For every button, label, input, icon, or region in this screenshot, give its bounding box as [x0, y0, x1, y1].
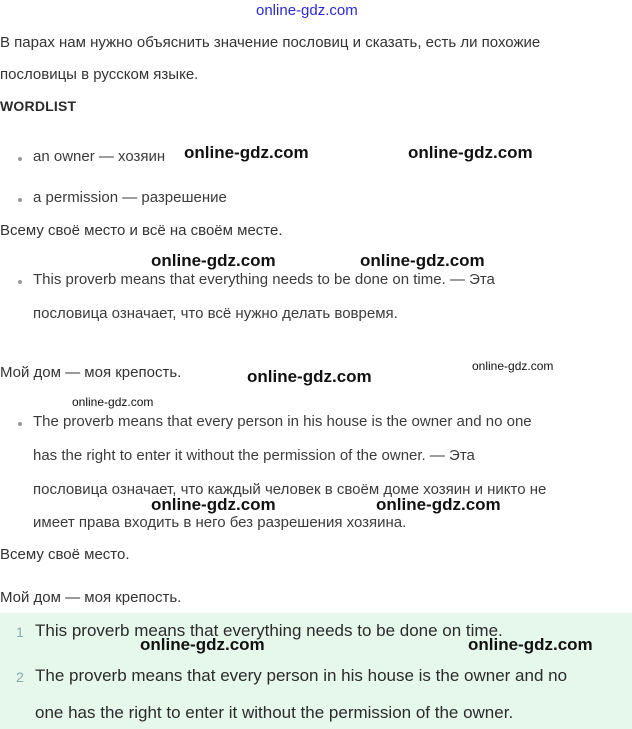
watermark: online-gdz.com: [247, 367, 372, 386]
answer-2-number: 2: [16, 669, 24, 685]
top-watermark: online-gdz.com: [256, 2, 358, 19]
short-proverb-2: Мой дом — моя крепость.: [0, 589, 182, 606]
proverb-2-line-1: The proverb means that every person in his house is the owner and no one: [33, 413, 532, 430]
watermark: online-gdz.com: [472, 359, 554, 373]
proverb-1-title: Всему своё место и всё на своём месте.: [0, 222, 283, 239]
intro-line-2: пословицы в русском языке.: [0, 66, 199, 83]
bullet-icon: [18, 198, 22, 202]
watermark: online-gdz.com: [360, 251, 485, 270]
wordlist-heading: WORDLIST: [0, 98, 77, 114]
answer-1-number: 1: [16, 624, 24, 640]
watermark: online-gdz.com: [408, 143, 533, 162]
proverb-1-line-1: This proverb means that everything needs to be done on time. — Эта: [33, 271, 495, 288]
watermark: online-gdz.com: [376, 495, 501, 514]
watermark: online-gdz.com: [151, 251, 276, 270]
bullet-icon: [18, 157, 22, 161]
bullet-icon: [18, 422, 22, 426]
answer-2-line-2: one has the right to enter it without the permission of the owner.: [35, 703, 514, 722]
answer-2-line-1: The proverb means that every person in his house is the owner and no: [35, 666, 568, 685]
proverb-2-line-2: has the right to enter it without the permission of the owner. — Эта: [33, 447, 475, 464]
short-proverb-1: Всему своё место.: [0, 546, 130, 563]
bullet-icon: [18, 280, 22, 284]
wordlist-item: a permission — разрешение: [33, 189, 227, 206]
answer-1-text: This proverb means that everything needs to be done on time.: [35, 621, 503, 640]
intro-line-1: В парах нам нужно объяснить значение пословиц и сказать, есть ли похожие: [0, 34, 541, 51]
watermark: online-gdz.com: [72, 395, 154, 409]
proverb-1-line-2: пословица означает, что всё нужно делать вовремя.: [33, 305, 398, 322]
proverb-2-line-3: пословица означает, что каждый человек в своём доме хозяин и никто не: [33, 481, 547, 498]
watermark: online-gdz.com: [184, 143, 309, 162]
watermark: online-gdz.com: [151, 495, 276, 514]
watermark: online-gdz.com: [140, 635, 265, 654]
proverb-2-line-4: имеет права входить в него без разрешения хозяина.: [33, 514, 407, 531]
proverb-2-title: Мой дом — моя крепость.: [0, 364, 182, 381]
wordlist-item: an owner — хозяин: [33, 148, 166, 165]
watermark: online-gdz.com: [468, 635, 593, 654]
